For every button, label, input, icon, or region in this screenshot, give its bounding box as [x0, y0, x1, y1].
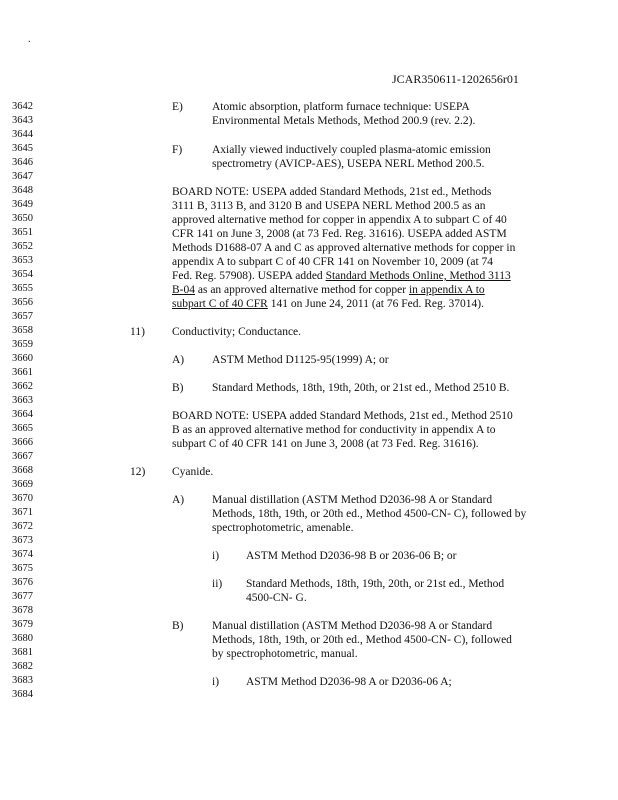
- note1-line6: appendix A to subpart C of 40 CFR 141 on November 10, 2009 (at 74: [172, 256, 494, 268]
- line-number: 3647: [12, 171, 33, 182]
- note1-line7-text: Fed. Reg. 57908). USEPA added: [172, 270, 326, 282]
- note1-line4: CFR 141 on June 3, 2008 (at 73 Fed. Reg. 31616). USEPA added ASTM: [172, 228, 507, 240]
- line-number: 3656: [12, 297, 33, 308]
- line-number: 3668: [12, 465, 33, 476]
- line-number: 3666: [12, 437, 33, 448]
- line-number: 3655: [12, 283, 33, 294]
- note1-line8-underlined-2: in appendix A to: [408, 284, 485, 296]
- line-number: 3653: [12, 255, 33, 266]
- item-e-label: E): [172, 101, 183, 113]
- cyanide-a-i-text: ASTM Method D2036-98 B or 2036-06 B; or: [246, 550, 457, 562]
- note2-line3: subpart C of 40 CFR 141 on June 3, 2008 (at 73 Fed. Reg. 31616).: [172, 438, 479, 450]
- cyanide-a-ii-line2: 4500-CN- G.: [246, 592, 307, 604]
- note1-line8: [172, 283, 485, 297]
- note1-line9: [172, 297, 484, 311]
- item-f-line2: spectrometry (AVICP-AES), USEPA NERL Method 200.5.: [212, 158, 485, 170]
- line-number: 3657: [12, 311, 33, 322]
- line-number: 3663: [12, 395, 33, 406]
- conductivity-b-text: Standard Methods, 18th, 19th, 20th, or 21st ed., Method 2510 B.: [212, 382, 510, 394]
- item-f-line1: Axially viewed inductively coupled plasma-atomic emission: [212, 144, 491, 156]
- line-number: 3644: [12, 129, 33, 140]
- conductivity-a-text: ASTM Method D1125-95(1999) A; or: [212, 354, 389, 366]
- line-number: 3660: [12, 353, 33, 364]
- cyanide-b-line3: by spectrophotometric, manual.: [212, 648, 358, 660]
- note1-line9-underlined: subpart C of 40 CFR: [172, 298, 268, 310]
- line-number: 3654: [12, 269, 33, 280]
- line-number: 3675: [12, 563, 33, 574]
- cyanide-a-line2: Methods, 18th, 19th, or 20th ed., Method 4500-CN- C), followed by: [212, 508, 527, 520]
- line-number: 3674: [12, 549, 33, 560]
- line-number: 3672: [12, 521, 33, 532]
- item-11-label: 11): [130, 326, 145, 338]
- line-number: 3645: [12, 143, 33, 154]
- line-number: 3662: [12, 381, 33, 392]
- note1-line1: BOARD NOTE: USEPA added Standard Methods, 21st ed., Methods: [172, 186, 492, 198]
- cyanide-b-i-label: i): [212, 676, 220, 688]
- line-number: 3648: [12, 185, 33, 196]
- cyanide-a-ii-label: ii): [212, 578, 223, 590]
- page-mark: .: [28, 34, 31, 45]
- note2-line1: BOARD NOTE: USEPA added Standard Methods, 21st ed., Method 2510: [172, 410, 513, 422]
- line-number: 3646: [12, 157, 33, 168]
- line-number: 3671: [12, 507, 33, 518]
- item-e-line2: Environmental Metals Methods, Method 200.9 (rev. 2.2).: [212, 115, 476, 127]
- conductivity-a-label: A): [172, 354, 185, 366]
- cyanide-b-line2: Methods, 18th, 19th, or 20th ed., Method 4500-CN- C), followed: [212, 634, 512, 646]
- line-number: 3658: [12, 325, 33, 336]
- line-number: 3676: [12, 577, 33, 588]
- line-number: 3678: [12, 605, 33, 616]
- line-number: 3670: [12, 493, 33, 504]
- cyanide-a-line3: spectrophotometric, amenable.: [212, 522, 354, 534]
- line-number: 3680: [12, 633, 33, 644]
- line-number: 3650: [12, 213, 33, 224]
- line-number: 3669: [12, 479, 33, 490]
- line-number: 3679: [12, 619, 33, 630]
- line-number: 3683: [12, 675, 33, 686]
- line-number: 3677: [12, 591, 33, 602]
- conductivity-b-label: B): [172, 382, 184, 394]
- line-number: 3661: [12, 367, 33, 378]
- line-number: 3651: [12, 227, 33, 238]
- line-number: 3664: [12, 409, 33, 420]
- line-number: 3643: [12, 115, 33, 126]
- line-number: 3642: [12, 101, 33, 112]
- note1-line3: approved alternative method for copper in appendix A to subpart C of 40: [172, 214, 507, 226]
- line-number: 3681: [12, 647, 33, 658]
- item-12-label: 12): [130, 466, 146, 478]
- line-number: 3682: [12, 661, 33, 672]
- line-number: 3652: [12, 241, 33, 252]
- note1-line8-text: as an approved alternative method for copper: [195, 284, 409, 296]
- note2-line2: B as an approved alternative method for conductivity in appendix A to: [172, 424, 496, 436]
- cyanide-b-line1: Manual distillation (ASTM Method D2036-98 A or Standard: [212, 620, 493, 632]
- item-12-title: Cyanide.: [172, 466, 214, 478]
- note1-line5: Methods D1688-07 A and C as approved alternative methods for copper in: [172, 242, 516, 254]
- cyanide-a-line1: Manual distillation (ASTM Method D2036-98 A or Standard: [212, 494, 493, 506]
- note1-line8-underlined: B-04: [172, 284, 195, 296]
- item-f-label: F): [172, 144, 183, 156]
- line-number: 3673: [12, 535, 33, 546]
- item-e-line1: Atomic absorption, platform furnace technique: USEPA: [212, 101, 470, 113]
- line-number: 3659: [12, 339, 33, 350]
- line-number: 3684: [12, 689, 33, 700]
- cyanide-a-label: A): [172, 494, 185, 506]
- cyanide-b-label: B): [172, 620, 184, 632]
- document-id: JCAR350611-1202656r01: [392, 72, 519, 86]
- note1-line9-text: 141 on June 24, 2011 (at 76 Fed. Reg. 37014).: [267, 298, 484, 310]
- line-number: 3649: [12, 199, 33, 210]
- cyanide-a-ii-line1: Standard Methods, 18th, 19th, 20th, or 21st ed., Method: [246, 578, 505, 590]
- cyanide-b-i-text: ASTM Method D2036-98 A or D2036-06 A;: [246, 676, 452, 688]
- note1-line7: [172, 269, 511, 283]
- line-number: 3665: [12, 423, 33, 434]
- item-11-title: Conductivity; Conductance.: [172, 326, 302, 338]
- line-number: 3667: [12, 451, 33, 462]
- note1-line2: 3111 B, 3113 B, and 3120 B and USEPA NERL Method 200.5 as an: [172, 200, 486, 212]
- cyanide-a-i-label: i): [212, 550, 220, 562]
- note1-line7-underlined: Standard Methods Online, Method 3113: [325, 270, 511, 282]
